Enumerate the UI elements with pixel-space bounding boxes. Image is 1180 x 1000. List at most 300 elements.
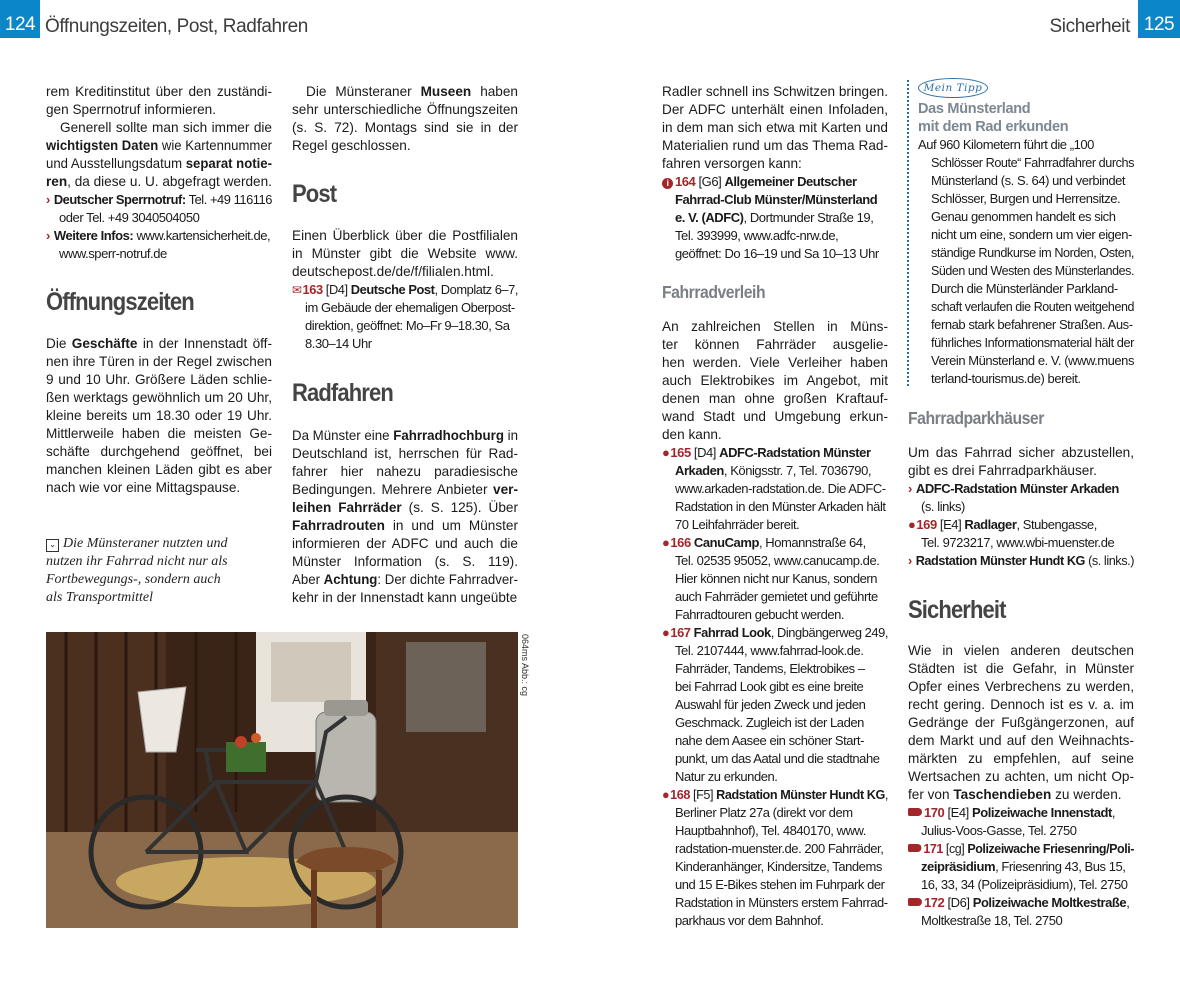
text-line-content <box>931 226 1132 244</box>
text-run: Auf 960 Kilometern führt die „100 <box>918 137 1094 152</box>
text-line <box>908 480 1134 498</box>
text-line <box>46 191 272 209</box>
text-line-content <box>675 588 878 606</box>
text-run: in dem man sich etwa mit Karten und <box>662 120 888 135</box>
text-run: Einen Überblick über die Postfilialen <box>292 228 518 243</box>
text-line <box>292 101 518 119</box>
paragraph <box>662 83 888 173</box>
text-line <box>908 786 1134 804</box>
text-line <box>662 354 888 372</box>
text-line-content <box>908 678 1134 696</box>
text-run: oder Tel. +49 3040504050 <box>59 210 200 225</box>
text-run: Münster Information (s. S. 119). <box>292 554 518 569</box>
listing-number: 169 <box>916 517 937 532</box>
text-line-content <box>662 336 888 354</box>
text-run: www.sperr-notruf.de <box>59 246 167 261</box>
listing-165 <box>662 444 888 534</box>
text-line <box>46 553 272 571</box>
text-line-content <box>292 263 494 281</box>
text-line <box>908 840 1134 858</box>
text-run: rem Kreditinstitut über den zuständi- <box>46 84 272 99</box>
text-line-content <box>931 208 1116 226</box>
text-line-content <box>292 463 518 481</box>
text-line-content <box>931 280 1118 298</box>
text-line <box>908 462 1134 480</box>
text-line-content <box>675 732 864 750</box>
text-line-content <box>305 335 372 353</box>
bold-run: ver- <box>493 482 518 497</box>
text-line <box>46 389 272 407</box>
listing-167 <box>662 624 888 786</box>
text-run: (s. links.) <box>1084 553 1134 568</box>
text-line <box>908 660 1134 678</box>
bullet-dot-icon: ● <box>662 535 670 550</box>
text-line <box>662 336 888 354</box>
text-line-content <box>675 606 844 624</box>
text-run: Natur zu erkunden. <box>675 769 778 784</box>
text-line-content <box>675 462 871 480</box>
text-run: in der Innenstadt öff- <box>137 336 272 351</box>
text-line <box>918 190 1134 208</box>
text-line <box>46 227 272 245</box>
chevron-right-icon: › <box>46 192 50 207</box>
listing-170 <box>908 804 1134 840</box>
text-line-content <box>908 642 1134 660</box>
text-line <box>662 822 888 840</box>
section-heading: Sicherheit <box>908 596 1006 624</box>
text-line <box>908 552 1134 570</box>
text-line <box>46 407 272 425</box>
text-line-content <box>675 876 885 894</box>
text-line-content <box>46 425 272 443</box>
text-run: nahe dem Aasee ein schöner Start- <box>675 733 864 748</box>
text-run: Tel. 393999, www.adfc-nrw.de, <box>675 228 839 243</box>
text-line-content <box>921 534 1114 552</box>
text-line <box>908 894 1134 912</box>
text-run: Materialien rund um das Thema Rad- <box>662 138 888 153</box>
tip-title: mit dem Rad erkunden <box>918 119 1069 135</box>
text-run: Wie in vielen anderen deutschen <box>908 643 1134 658</box>
text-line <box>662 660 888 678</box>
text-line <box>918 226 1134 244</box>
text-line-content <box>662 119 888 137</box>
text-line-content <box>46 443 272 461</box>
text-line <box>662 318 888 336</box>
text-run: ßen werktags gewöhnlich um 20 Uhr, <box>46 390 272 405</box>
text-line <box>662 173 888 191</box>
text-line <box>662 119 888 137</box>
bold-run: Weitere Infos: <box>53 228 134 243</box>
text-run: Fahrradtouren gebucht werden. <box>675 607 845 622</box>
listing-168 <box>662 786 888 930</box>
text-run: radstation-muenster.de. 200 Fahrräder, <box>675 841 884 856</box>
text-line <box>662 894 888 912</box>
text-line <box>46 119 272 137</box>
text-line <box>292 299 518 317</box>
text-run: [D6] <box>944 895 973 910</box>
text-run: kleine bereits um 18.30 oder 19 Uhr. <box>46 408 272 423</box>
text-line-content <box>908 840 1134 858</box>
text-line <box>662 191 888 209</box>
text-run: fernab stark befahrener Straßen. Aus- <box>931 317 1133 332</box>
text-line <box>46 443 272 461</box>
mein-tipp-badge: Mein Tipp <box>918 78 988 98</box>
text-line <box>662 137 888 155</box>
text-line-content <box>931 262 1134 280</box>
text-run: den kann. <box>662 427 722 442</box>
text-line <box>662 462 888 480</box>
listing-166 <box>662 534 888 624</box>
text-line <box>46 461 272 479</box>
text-line <box>46 335 272 353</box>
text-line <box>662 408 888 426</box>
text-line-content <box>662 624 888 642</box>
paragraph <box>908 444 1134 480</box>
text-line <box>662 516 888 534</box>
text-line <box>918 280 1134 298</box>
paragraph <box>46 83 272 119</box>
text-line-content <box>931 370 1081 388</box>
text-line-content <box>662 786 888 804</box>
text-run: nicht um eine, sondern um vier eigen- <box>931 227 1132 242</box>
text-run: bei Fahrrad Look gibt es eine breite <box>675 679 864 694</box>
text-line-content <box>908 444 1134 462</box>
text-line-content <box>675 516 799 534</box>
text-line-content <box>292 101 518 119</box>
text-line-content <box>675 660 865 678</box>
text-run: (s. S. 125). Über <box>401 500 518 515</box>
text-line <box>908 768 1134 786</box>
paragraph <box>292 227 518 281</box>
text-line-content <box>292 245 518 263</box>
listing-number: 165 <box>670 445 691 460</box>
text-run: gen Sperrnotruf informieren. <box>46 102 217 117</box>
text-run: , da diese u. U. abgefragt werden. <box>67 174 272 189</box>
text-line-content <box>675 642 864 660</box>
text-run: [F5] <box>689 787 717 802</box>
bold-run: Fahrrad-Club Münster/Münsterland <box>675 192 878 207</box>
text-line-content <box>46 173 272 191</box>
bold-run: Achtung <box>323 572 378 587</box>
bold-run: Polizeiwache Friesenring/Poli- <box>967 841 1134 856</box>
text-run: im Gebäude der ehemaligen Oberpost- <box>305 300 515 315</box>
listing-164 <box>662 173 888 263</box>
text-run: auch Fahrräder gemietet und geführte <box>675 589 878 604</box>
text-line <box>662 588 888 606</box>
text-line-content <box>921 912 1062 930</box>
text-run: Um das Fahrrad sicher abzustellen, <box>908 445 1134 460</box>
text-run: , Homannstraße 64, <box>758 535 866 550</box>
text-line-content <box>931 352 1134 370</box>
text-line <box>662 155 888 173</box>
text-line <box>662 534 888 552</box>
text-line <box>918 154 1134 172</box>
text-run: Hier können nicht nur Kanus, sondern <box>675 571 878 586</box>
text-run: , Stubengasse, <box>1016 517 1097 532</box>
text-line <box>46 173 272 191</box>
text-line-content <box>908 516 1097 534</box>
text-run: in <box>503 428 518 443</box>
text-line-content <box>305 299 515 317</box>
bullet-dot-icon: ● <box>662 787 670 802</box>
text-run: Tel. 02535 95052, www.canucamp.de. <box>675 553 880 568</box>
text-line <box>662 444 888 462</box>
text-run: [D4] <box>690 445 720 460</box>
listing-number: 170 <box>924 805 945 820</box>
police-icon <box>908 844 921 852</box>
text-line <box>662 426 888 444</box>
paragraph <box>46 335 272 497</box>
bold-run: e. V. (ADFC) <box>675 210 744 225</box>
text-line-content <box>46 137 272 155</box>
text-line <box>292 445 518 463</box>
text-line <box>292 481 518 499</box>
text-line <box>662 101 888 119</box>
text-run: Schlösser, Burgen und Herrensitze. <box>931 191 1121 206</box>
subsection-heading: Fahrradparkhäuser <box>908 408 1044 428</box>
text-line-content <box>675 552 879 570</box>
listing-172 <box>908 894 1134 930</box>
text-line-content <box>292 553 518 571</box>
text-run: Moltkestraße 18, Tel. 2750 <box>921 913 1063 928</box>
text-run: und Ausstellungsdatum <box>46 156 186 171</box>
bold-run: Radlager <box>964 517 1017 532</box>
text-run: und 15 E-Bikes stehen im Fuhrpark der <box>675 877 885 892</box>
text-line-content <box>292 137 411 155</box>
text-line-content <box>662 155 802 173</box>
text-run: Generell sollte man sich immer die <box>60 120 272 135</box>
text-line-content <box>46 191 272 209</box>
text-run: märkten zu empfehlen, auf seine <box>908 751 1134 766</box>
chevron-right-icon: › <box>908 553 912 568</box>
text-run: Geschmack. Zugleich ist der Laden <box>675 715 864 730</box>
text-line-content <box>46 553 228 571</box>
text-line-content <box>908 552 1134 570</box>
text-run: ständige Rundkurse im Norden, Osten, <box>931 245 1135 260</box>
text-line-content <box>675 227 838 245</box>
bold-run: zeipräsidium <box>921 859 996 874</box>
text-line <box>46 371 272 389</box>
text-line <box>908 822 1134 840</box>
text-line <box>46 155 272 173</box>
tip-title: Das Münsterland <box>918 101 1031 117</box>
text-line <box>662 245 888 263</box>
text-line-content <box>292 481 518 499</box>
text-run: 70 Leihfahrräder bereit. <box>675 517 800 532</box>
photo-credit: 064ms Abb.: cg <box>520 634 530 697</box>
text-line-content <box>675 804 853 822</box>
text-run: Süden und Westen des Münsterlandes. <box>931 263 1134 278</box>
text-line-content <box>59 245 167 263</box>
text-run: nen ihre Türen in der Regel zwischen <box>46 354 272 369</box>
text-line-content <box>908 804 1115 822</box>
text-line <box>662 227 888 245</box>
text-line <box>918 370 1134 388</box>
text-line-content <box>46 353 272 371</box>
text-line <box>292 589 518 607</box>
bold-run: Radstation Münster Hundt KG <box>716 787 885 802</box>
text-line <box>662 624 888 642</box>
bullet-item <box>46 191 272 227</box>
paragraph <box>46 119 272 191</box>
subsection-heading: Fahrradverleih <box>662 282 766 302</box>
tip-box-rule <box>907 80 909 386</box>
text-line-content <box>908 750 1134 768</box>
text-line <box>662 804 888 822</box>
text-run: zu werden. <box>1051 787 1122 802</box>
text-run: informieren der ADFC und auch die <box>292 536 518 551</box>
text-run: Die Münsteraner nutzten und <box>63 536 228 551</box>
text-line-content <box>662 354 888 372</box>
paragraph <box>908 642 1134 804</box>
listing-number: 166 <box>670 535 691 550</box>
text-run: führliches Informationsmaterial hält der <box>931 335 1134 350</box>
text-line <box>46 353 272 371</box>
text-run: , Domplatz 6–7, <box>434 282 519 297</box>
text-run: 16, 33, 34 (Polizeipräsidium), Tel. 2750 <box>921 877 1128 892</box>
bullet-dot-icon: ● <box>908 517 916 532</box>
text-line <box>908 516 1134 534</box>
text-run: als Transportmittel <box>46 590 153 605</box>
text-run: geöffnet: Do 16–19 und Sa 10–13 Uhr <box>675 246 879 261</box>
bold-run: Polizeiwache Moltkestraße <box>972 895 1127 910</box>
text-line-content <box>46 335 272 353</box>
text-line <box>662 696 888 714</box>
text-run: Radler schnell ins Schwitzen bringen. <box>662 84 888 99</box>
bullet-dot-icon: ● <box>662 445 670 460</box>
bullet-item <box>908 552 1134 570</box>
text-line <box>292 245 518 263</box>
text-run: Gedränge der Fußgängerzonen, auf <box>908 715 1134 730</box>
text-line-content <box>662 444 871 462</box>
text-run: [G6] <box>695 174 725 189</box>
text-line-content <box>931 316 1133 334</box>
listing-number: 168 <box>670 787 690 802</box>
bold-run: Radstation Münster Hundt KG <box>915 553 1085 568</box>
text-line <box>662 83 888 101</box>
text-line-content <box>675 750 880 768</box>
text-line-content <box>675 822 866 840</box>
text-line <box>662 858 888 876</box>
text-run: Aber <box>292 572 324 587</box>
text-line-content <box>46 589 153 607</box>
text-run: sehr unterschiedliche Öffnungszeiten <box>292 102 518 117</box>
text-line-content <box>921 498 965 516</box>
text-run: : Der dichte Fahrradver- <box>377 572 519 587</box>
text-line <box>908 804 1134 822</box>
text-run: , Königsstr. 7, Tel. 7036790, <box>723 463 872 478</box>
text-line-content <box>662 426 722 444</box>
bold-run: Fahrradhochburg <box>393 428 504 443</box>
text-line <box>918 136 1134 154</box>
text-line-content <box>675 570 877 588</box>
text-line-content <box>908 894 1129 912</box>
text-run: Der ADFC unterhält einen Infoladen, <box>662 102 888 117</box>
text-line-content <box>908 768 1134 786</box>
bold-run: Deutscher Sperrnotruf: <box>53 192 186 207</box>
listing-163 <box>292 281 518 353</box>
text-run: Berliner Platz 27a (direkt vor dem <box>675 805 853 820</box>
bold-run: Fahrradrouten <box>292 518 385 533</box>
text-line <box>908 858 1134 876</box>
text-line <box>918 172 1134 190</box>
text-line-content <box>921 822 1077 840</box>
text-line <box>918 244 1134 262</box>
text-run: punkt, um das Aatal und die stadtnahe <box>675 751 880 766</box>
text-line <box>662 570 888 588</box>
text-run: Hauptbahnhof), Tel. 4840170, www. <box>675 823 866 838</box>
text-line <box>662 642 888 660</box>
text-line-content <box>931 334 1134 352</box>
text-run: , Dingbängerweg 249, <box>770 625 888 640</box>
text-line-content <box>675 245 879 263</box>
bold-run: Arkaden <box>675 463 724 478</box>
text-run: direktion, geöffnet: Mo–Fr 9–18.30, Sa <box>305 318 510 333</box>
text-run: (s. links) <box>921 499 965 514</box>
text-line <box>918 316 1134 334</box>
bullet-item <box>46 227 272 263</box>
text-run: Die <box>46 336 72 351</box>
text-run: haben <box>471 84 518 99</box>
text-line <box>292 263 518 281</box>
text-line-content <box>46 571 221 589</box>
bold-run: ADFC-Radstation Münster Arkaden <box>915 481 1119 496</box>
text-run: Tel. 9723217, www.wbi-muenster.de <box>921 535 1115 550</box>
text-line-content <box>292 119 518 137</box>
text-line <box>292 137 518 155</box>
text-line <box>292 281 518 299</box>
text-run: schäfte durchgehend geöffnet, bei <box>46 444 272 459</box>
bold-run: separat notie- <box>185 156 272 171</box>
text-line <box>662 372 888 390</box>
section-heading: Post <box>292 180 337 208</box>
text-line <box>908 444 1134 462</box>
text-line <box>662 732 888 750</box>
text-line-content <box>46 101 216 119</box>
text-line <box>662 209 888 227</box>
text-run: Schlösser Route“ Fahrradfahrer durchs <box>931 155 1134 170</box>
text-run: , <box>884 787 888 802</box>
text-line <box>908 498 1134 516</box>
text-line-content <box>46 155 272 173</box>
text-line <box>662 498 888 516</box>
bold-run: Fahrrad Look <box>693 625 771 640</box>
text-run: www.arkaden-radstation.de. Die ADFC- <box>675 481 886 496</box>
text-run: [E4] <box>944 805 972 820</box>
bold-run: leihen Fahrräder <box>292 500 402 515</box>
envelope-icon: ✉ <box>292 283 302 297</box>
text-line-content <box>675 191 877 209</box>
text-line-content <box>675 912 823 930</box>
text-line-content <box>675 480 886 498</box>
text-run: Radstation in Münsters erstem Fahrrad- <box>675 895 888 910</box>
text-line <box>662 912 888 930</box>
tip-text <box>918 136 1134 388</box>
text-line-content <box>931 298 1134 316</box>
text-run: recht gering. Dennoch ist es v. a. im <box>908 697 1134 712</box>
section-heading: Öffnungszeiten <box>46 288 194 316</box>
text-run: Städten ist die Gefahr, in Münster <box>908 661 1134 676</box>
bullet-item <box>908 480 1134 516</box>
text-line <box>662 390 888 408</box>
bold-run: ADFC-Radstation Münster <box>719 445 871 460</box>
text-line <box>292 517 518 535</box>
text-line-content <box>662 101 888 119</box>
text-run: wand Stadt und Umgebung erkun- <box>662 409 888 424</box>
text-run: An zahlreichen Stellen in Müns- <box>662 319 888 334</box>
text-run: Die Münsteraner <box>306 84 421 99</box>
text-run: schaft verlaufen die Routen weitgehend <box>931 299 1134 314</box>
